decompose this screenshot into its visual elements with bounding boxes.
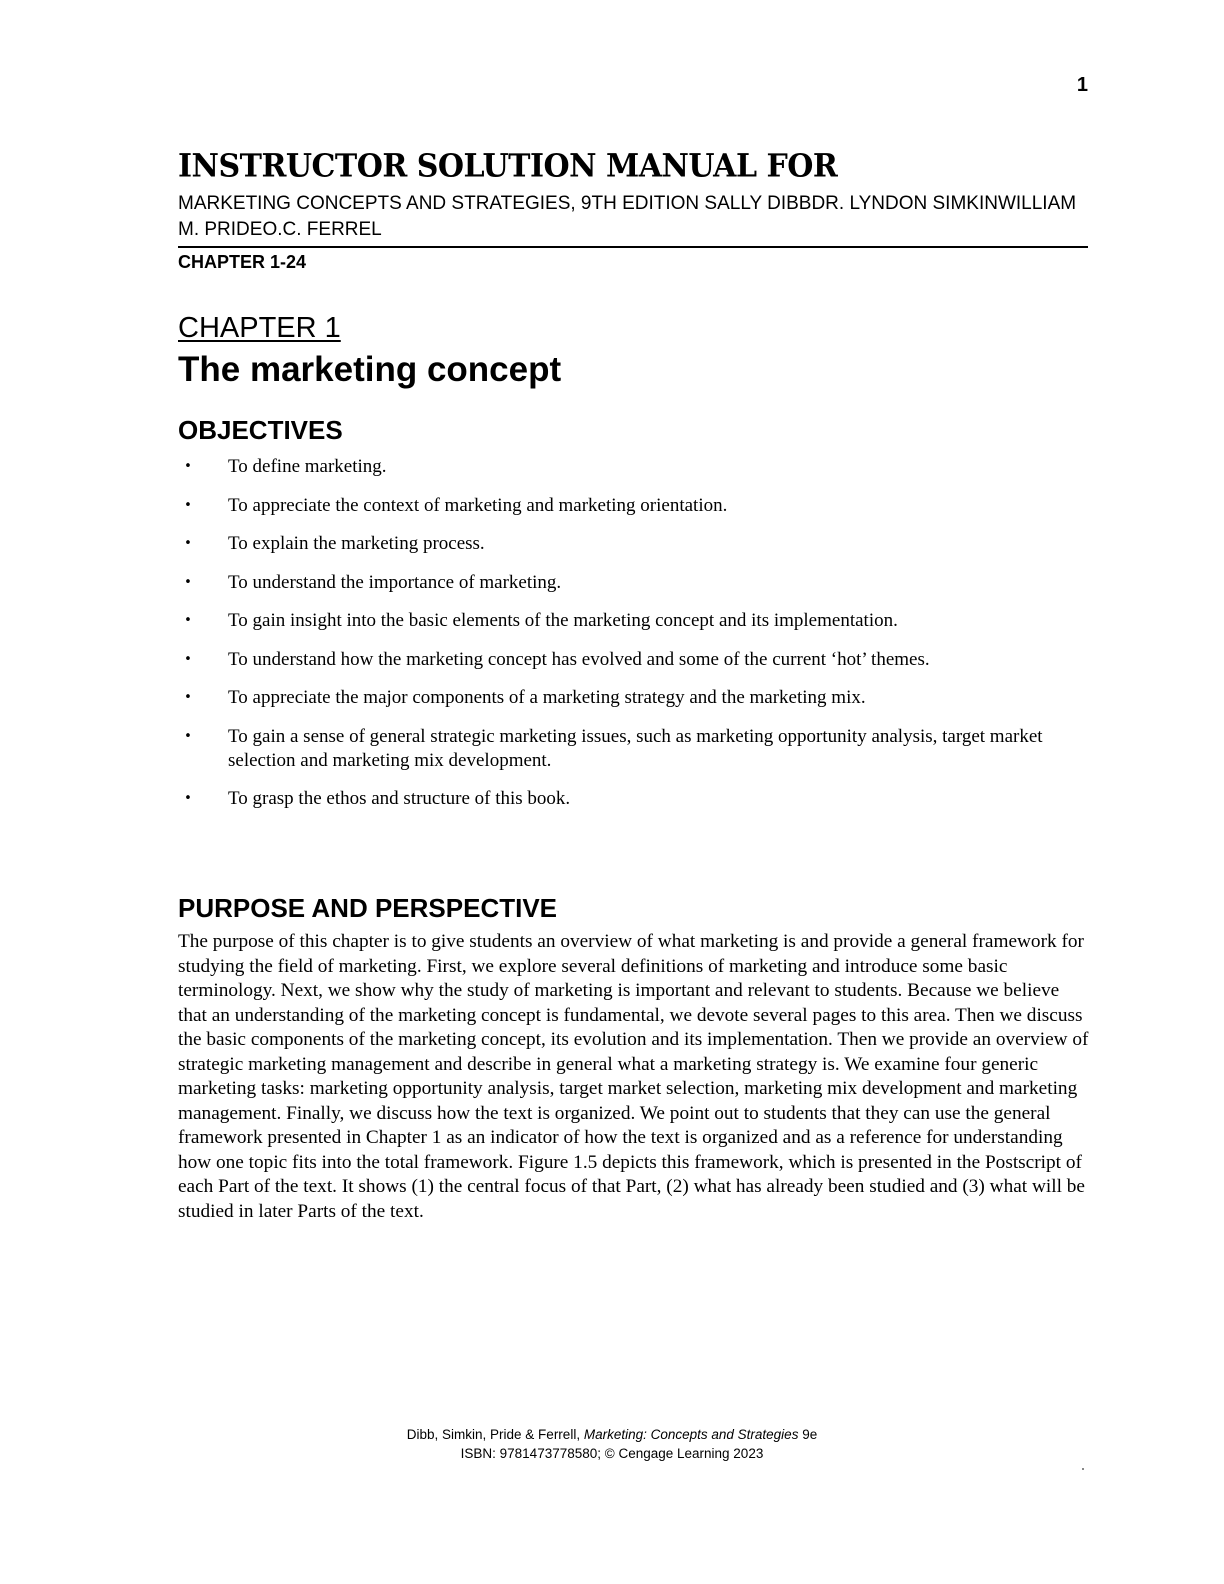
list-item [178, 787, 1078, 811]
list-item [178, 686, 1078, 710]
objective-text: To appreciate the major components of a marketing strategy and the marketing mix. [228, 687, 866, 708]
chapter-title: The marketing concept [178, 350, 562, 389]
chapter-range: CHAPTER 1-24 [178, 252, 307, 272]
bullet-icon: • [184, 651, 192, 667]
list-item [178, 455, 1078, 479]
header-rule [178, 246, 1088, 248]
manual-title: INSTRUCTOR SOLUTION MANUAL FOR [178, 148, 838, 185]
list-item [178, 494, 1078, 518]
page-number: 1 [1076, 74, 1088, 96]
bullet-icon: • [184, 613, 192, 628]
list-item [178, 609, 1078, 633]
objective-text: To explain the marketing process. [228, 533, 485, 554]
bullet-icon: • [184, 791, 192, 806]
corner-mark [1082, 1468, 1084, 1470]
footer-authors: Dibb, Simkin, Pride & Ferrell, [406, 1427, 584, 1442]
bullet-icon: • [184, 574, 192, 590]
page-footer [0, 1425, 1224, 1463]
bullet-icon: • [184, 459, 192, 474]
objective-text: To gain a sense of general strategic marketing issues, such as marketing opportunity analysis, target market selection and marketing mix development. [228, 725, 1043, 771]
bullet-icon: • [184, 690, 192, 705]
list-item [178, 571, 1078, 595]
bullet-icon: • [184, 497, 192, 513]
footer-edition: 9e [798, 1427, 818, 1442]
objective-text: To understand how the marketing concept has evolved and some of the current ‘hot’ themes. [228, 648, 930, 670]
objective-text: To appreciate the context of marketing and marketing orientation. [228, 494, 728, 516]
purpose-heading: PURPOSE AND PERSPECTIVE [178, 893, 558, 923]
list-item [178, 532, 1078, 556]
list-item [178, 648, 1078, 672]
bullet-icon: • [184, 728, 192, 744]
objective-text: To define marketing. [228, 456, 387, 477]
chapter-label: CHAPTER 1 [178, 312, 341, 344]
objectives-heading: OBJECTIVES [178, 415, 343, 445]
list-item [178, 725, 1078, 773]
purpose-paragraph: The purpose of this chapter is to give students an overview of what marketing is and provide a general framework for studying the field of marketing. First, we explore several definitions of marketing and introduce some basic terminology. Next, we show why the study of marketing is important and relevant to students. Because we believe that an understanding of the marketing concept is fundamental, we devote several pages to this area. Then we discuss the basic components of the marketing concept, its evolution and its implementation. Then we provide an overview of strategic marketing management and describe in general what a marketing strategy is. We examine four generic marketing tasks: marketing opportunity analysis, target market selection, marketing mix development and marketing management. Finally, we discuss how the text is organized. We point out to students that they can use the general framework presented in Chapter 1 as an indicator of how the text is organized and as a reference for understanding how one topic fits into the total framework. Figure 1.5 depicts this framework, which is presented in the Postscript of each Part of the text. It shows (1) the central focus of that Part, (2) what has already been studied and (3) what will be studied in later Parts of the text. [178, 931, 1089, 1222]
book-info: MARKETING CONCEPTS AND STRATEGIES, 9TH EDITION SALLY DIBBDR. LYNDON SIMKINWILLIAM M. PRIDEO.C. FERREL [178, 193, 1077, 240]
objectives-list [178, 455, 1078, 826]
footer-book-title: Marketing: Concepts and Strategies [583, 1427, 799, 1442]
footer-isbn: ISBN: 9781473778580; © Cengage Learning 2023 [460, 1446, 764, 1461]
objective-text: To grasp the ethos and structure of this book. [228, 788, 571, 809]
footer-citation [0, 1425, 1224, 1444]
objective-text: To understand the importance of marketing. [228, 571, 562, 593]
bullet-icon: • [184, 536, 192, 551]
objective-text: To gain insight into the basic elements of the marketing concept and its implementation. [228, 610, 898, 631]
